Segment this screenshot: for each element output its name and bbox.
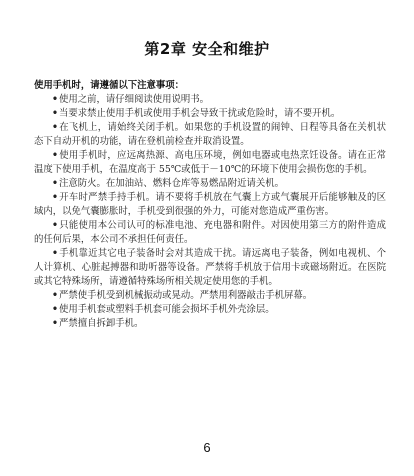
safety-item xyxy=(34,247,386,289)
safety-item xyxy=(34,149,386,177)
safety-item xyxy=(34,191,386,219)
safety-item-text: 开车时严禁手持手机。请不要将手机放在气囊上方或气囊展开后能够触及的区域内，以免气囊膨胀时，手机受到很强的外力，可能对您造成严重伤害。 xyxy=(34,192,386,217)
safety-item-text: 手机靠近其它电子装备时会对其造成干扰。请远离电子装备，例如电视机、个人计算机、心脏起搏器和助听器等设备。严禁将手机放于信用卡或磁场附近。在医院或其它特殊场所，请遵循特殊场所相关规定使用您的手机。 xyxy=(34,248,386,287)
safety-item-text: 使用之前，请仔细阅读使用说明书。 xyxy=(59,94,210,105)
safety-item xyxy=(34,317,386,331)
bullet-icon: • xyxy=(52,108,58,119)
safety-item-text: 当要求禁止使用手机或使用手机会导致干扰或危险时，请不要开机。 xyxy=(59,108,341,119)
chapter-title: 第2章 安全和维护 xyxy=(144,40,270,58)
safety-item xyxy=(34,219,386,247)
intro-text: 使用手机时，请遵循以下注意事项： xyxy=(34,80,185,91)
safety-item xyxy=(34,107,386,121)
safety-item-text: 在飞机上，请始终关闭手机。如果您的手机设置的闹钟、日程等具备在关机状态下自动开机的功能，请在登机前检查并取消设置。 xyxy=(34,122,386,147)
page-number: 6 xyxy=(203,440,211,455)
bullet-icon: • xyxy=(52,220,58,231)
safety-content xyxy=(34,79,386,331)
safety-item xyxy=(34,121,386,149)
safety-item-text: 严禁擅自拆卸手机。 xyxy=(59,318,144,329)
safety-item-text: 使用手机时，应远离热源、高电压环境，例如电器或电热烹饪设备。请在正常温度下使用手机，在温度高于 55℃或低于－10℃的环境下使用会损伤您的手机。 xyxy=(34,150,386,175)
bullet-icon: • xyxy=(52,150,58,161)
safety-list xyxy=(34,93,386,331)
bullet-icon: • xyxy=(52,290,58,301)
safety-item-text: 注意防火。在加油站、燃料仓库等易燃品附近请关机。 xyxy=(59,178,285,189)
bullet-icon: • xyxy=(52,248,58,259)
safety-item xyxy=(34,303,386,317)
bullet-icon: • xyxy=(52,318,58,329)
safety-item-text: 只能使用本公司认可的标准电池、充电器和附件。对因使用第三方的附件造成的任何后果，本公司不承担任何责任。 xyxy=(34,220,386,245)
bullet-icon: • xyxy=(52,304,58,315)
bullet-icon: • xyxy=(52,122,58,133)
safety-item xyxy=(34,177,386,191)
bullet-icon: • xyxy=(52,94,58,105)
safety-item xyxy=(34,93,386,107)
safety-item-text: 使用手机套或塑料手机套可能会损坏手机外壳涂层。 xyxy=(59,304,275,315)
bullet-icon: • xyxy=(52,178,58,189)
safety-item-text: 严禁使手机受到机械振动或晃动。严禁用利器敲击手机屏幕。 xyxy=(59,290,313,301)
bullet-icon: • xyxy=(52,192,58,203)
safety-item xyxy=(34,289,386,303)
